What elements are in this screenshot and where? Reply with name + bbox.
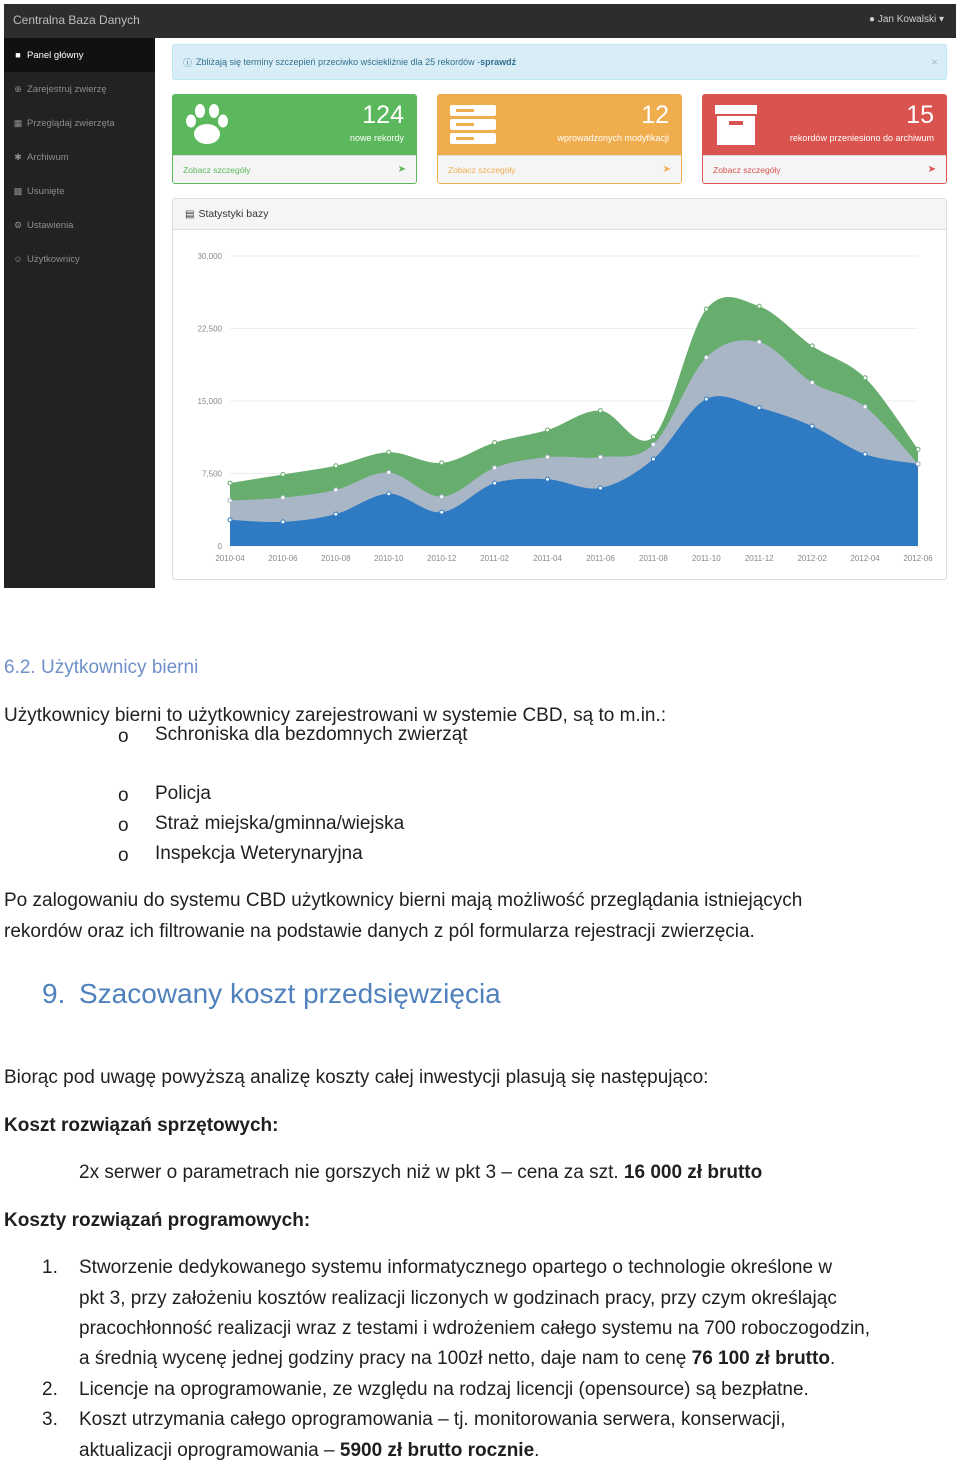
x-tick-label: 2012-04: [850, 554, 880, 563]
paragraph-line: rekordów oraz ich filtrowanie na podstawie danych z pól formularza rejestracji zwierzęcia.: [4, 921, 755, 942]
arrow-circle-right-icon: ➤: [927, 164, 936, 175]
x-tick-label: 2011-10: [691, 554, 721, 563]
user-menu[interactable]: [869, 14, 944, 25]
list-number: 3.: [42, 1409, 58, 1430]
x-tick-label: 2010-04: [215, 554, 245, 563]
list-item-line: Stworzenie dedykowanego systemu informatycznego opartego o technologie określone w: [79, 1257, 833, 1278]
archived-label: rekordów przeniesiono do archiwum: [789, 133, 934, 143]
data-point: [704, 307, 708, 311]
x-tick-label: 2011-02: [480, 554, 509, 563]
data-point: [493, 481, 497, 485]
data-point: [493, 441, 497, 445]
new-records-details-link[interactable]: [173, 155, 416, 184]
data-point: [863, 452, 867, 456]
data-point: [334, 464, 338, 468]
section-heading-6-2: 6.2. Użytkownicy bierni: [4, 657, 199, 678]
bar-chart-icon: ▤: [185, 208, 195, 220]
list-item-line: [79, 1348, 835, 1370]
list-item-line: Licencje na oprogramowanie, ze względu na rodzaj licencji (opensource) są bezpłatne.: [79, 1379, 809, 1400]
sidebar-item-browse[interactable]: [4, 106, 155, 140]
data-point: [334, 512, 338, 516]
x-tick-label: 2010-06: [268, 554, 298, 563]
list-item-line: Koszt utrzymania całego oprogramowania – tj. monitorowania serwera, konserwacji,: [79, 1409, 786, 1430]
list-item-text: aktualizacji oprogramowania –: [79, 1440, 340, 1461]
sidebar-item-settings[interactable]: [4, 208, 155, 242]
sidebar-item-register[interactable]: [4, 72, 155, 106]
data-point: [387, 450, 391, 454]
stats-title: Statystyki bazy: [198, 208, 269, 220]
list-number: 1.: [42, 1257, 58, 1278]
list-item-text: a średnią wycenę jednej godziny pracy na 100zł netto, daje nam to cenę: [79, 1348, 692, 1369]
bullet-mark: o: [118, 785, 129, 806]
new-records-label: nowe rekordy: [349, 133, 404, 143]
user-name: Jan Kowalski: [877, 14, 937, 25]
paragraph-intro: Użytkownicy bierni to użytkownicy zarejestrowani w systemie CBD, są to m.in.:: [4, 705, 667, 726]
modifications-label: wprowadzonych modyfikacji: [557, 133, 669, 143]
close-icon[interactable]: ×: [930, 55, 938, 69]
list-item: Schroniska dla bezdomnych zwierząt: [155, 724, 468, 745]
hardware-cost-price: 16 000 zł brutto: [623, 1162, 763, 1183]
modifications-panel: [437, 94, 682, 184]
section-number-9: 9.: [42, 978, 66, 1009]
brand-title[interactable]: Centralna Baza Danych: [13, 13, 140, 27]
data-point: [493, 466, 497, 470]
hardware-cost-text: 2x serwer o parametrach nie gorszych niż w pkt 3 – cena za szt.: [79, 1162, 624, 1183]
list-item: Inspekcja Weterynaryjna: [155, 843, 363, 864]
bullet-mark: o: [118, 815, 129, 836]
data-point: [228, 518, 232, 522]
list-item-line: pracochłonność realizacji wraz z testami i wdrożeniem całego systemu na 700 roboczogodzin,: [79, 1318, 870, 1339]
data-point: [916, 447, 920, 451]
new-records-count: 124: [362, 101, 404, 129]
alert-link[interactable]: sprawdź: [480, 57, 517, 67]
stats-panel: [172, 198, 947, 580]
details-link-label: Zobacz szczegóły: [713, 165, 781, 175]
data-point: [651, 435, 655, 439]
alert-text: Zbliżają się terminy szczepień przeciwko wściekliźnie dla 25 rekordów -: [196, 57, 481, 67]
archive-icon: [713, 103, 761, 147]
arrow-circle-right-icon: ➤: [662, 164, 671, 175]
list-item-text: .: [534, 1440, 540, 1461]
data-point: [863, 405, 867, 409]
data-point: [281, 520, 285, 524]
data-point: [440, 495, 444, 499]
x-tick-label: 2010-12: [427, 554, 457, 563]
data-point: [810, 424, 814, 428]
x-tick-label: 2011-06: [586, 554, 615, 563]
data-point: [281, 472, 285, 476]
modifications-details-link[interactable]: [438, 155, 681, 184]
sidebar-item-archive[interactable]: [4, 140, 155, 174]
sidebar-item-label: Usunięte: [27, 185, 65, 197]
data-point: [387, 471, 391, 475]
table-icon: ▦: [13, 117, 23, 128]
data-point: [546, 428, 550, 432]
data-point: [334, 488, 338, 492]
data-point: [704, 356, 708, 360]
list-number: 2.: [42, 1379, 58, 1400]
data-point: [757, 304, 761, 308]
y-tick-label: 22,500: [197, 324, 222, 334]
server-icon: [448, 103, 500, 147]
x-tick-label: 2011-04: [533, 554, 562, 563]
sidebar-item-label: Archiwum: [27, 151, 69, 163]
hardware-cost-line: [79, 1162, 762, 1184]
data-point: [916, 462, 920, 466]
app-screenshot: [4, 4, 956, 588]
data-point: [546, 455, 550, 459]
section-heading-9: Szacowany koszt przedsięwzięcia: [79, 978, 501, 1009]
data-point: [598, 486, 602, 490]
data-point: [757, 406, 761, 410]
bullet-mark: o: [118, 726, 129, 747]
y-tick-label: 15,000: [197, 397, 222, 406]
data-point: [440, 461, 444, 465]
x-tick-label: 2012-02: [797, 554, 827, 563]
new-records-panel: [172, 94, 417, 184]
info-icon: ⓘ: [183, 57, 193, 68]
y-tick-label: 30,000: [197, 252, 222, 261]
software-cost-title: Koszty rozwiązań programowych:: [4, 1210, 311, 1231]
data-point: [810, 381, 814, 385]
vaccination-alert: [172, 44, 947, 80]
top-navbar: [4, 4, 956, 38]
sidebar-item-label: Ustawienia: [27, 219, 74, 231]
paw-icon: [183, 103, 231, 147]
details-link-label: Zobacz szczegóły: [448, 165, 516, 175]
y-tick-label: 7,500: [201, 469, 222, 479]
paragraph-line: Po zalogowaniu do systemu CBD użytkownicy bierni mają możliwość przeglądania istniejących: [4, 890, 803, 911]
sidebar-item-label: Panel główny: [27, 49, 84, 61]
data-point: [757, 340, 761, 344]
details-link-label: Zobacz szczegóły: [183, 165, 251, 175]
data-point: [651, 443, 655, 447]
users-icon: ☺: [13, 254, 23, 264]
user-icon: ●: [869, 14, 876, 25]
hardware-cost-title: Koszt rozwiązań sprzętowych:: [4, 1115, 279, 1136]
x-tick-label: 2011-12: [744, 554, 774, 563]
pin-icon: ✱: [14, 151, 22, 162]
maintenance-price: 5900 zł brutto rocznie: [339, 1440, 535, 1461]
sidebar-item-users[interactable]: [4, 242, 155, 276]
plus-circle-icon: ⊕: [14, 83, 22, 94]
list-item-line: pkt 3, przy założeniu kosztów realizacji liczonych w godzinach pracy, przy czym określając: [79, 1288, 837, 1309]
sidebar-item-label: Zarejestruj zwierzę: [27, 83, 107, 95]
sidebar: [4, 38, 155, 588]
data-point: [598, 455, 602, 459]
archive-details-link[interactable]: [703, 155, 946, 184]
archive-panel: [702, 94, 947, 184]
data-point: [387, 492, 391, 496]
sidebar-item-label: Przeglądaj zwierzęta: [27, 117, 115, 129]
sidebar-item-dashboard[interactable]: [4, 38, 155, 72]
stats-area-chart: [173, 229, 946, 579]
data-point: [228, 499, 232, 503]
sidebar-item-deleted[interactable]: [4, 174, 155, 208]
sidebar-item-label: Użytkownicy: [27, 253, 80, 265]
caret-down-icon: ▾: [938, 14, 944, 25]
data-point: [440, 510, 444, 514]
trash-icon: ▩: [13, 185, 23, 196]
archived-count: 15: [906, 101, 934, 129]
arrow-circle-right-icon: ➤: [397, 164, 406, 175]
x-tick-label: 2012-06: [903, 554, 933, 563]
list-item-line: [79, 1440, 539, 1462]
data-point: [704, 397, 708, 401]
wrench-icon: ⚙: [13, 219, 23, 230]
software-price: 76 100 zł brutto: [691, 1348, 830, 1369]
paragraph-costs-intro: Biorąc pod uwagę powyższą analizę koszty całej inwestycji plasują się następująco:: [4, 1067, 709, 1088]
data-point: [228, 481, 232, 485]
list-item: Policja: [155, 783, 211, 804]
data-point: [651, 457, 655, 461]
modifications-count: 12: [641, 101, 669, 129]
data-point: [546, 477, 550, 481]
x-tick-label: 2011-08: [639, 554, 668, 563]
data-point: [281, 496, 285, 500]
data-point: [810, 344, 814, 348]
list-item-text: .: [829, 1348, 836, 1369]
y-tick-label: 0: [217, 542, 222, 551]
list-item: Straż miejska/gminna/wiejska: [155, 813, 405, 834]
dashboard-icon: ■: [15, 50, 21, 60]
x-tick-label: 2010-08: [321, 554, 351, 563]
data-point: [863, 376, 867, 380]
x-tick-label: 2010-10: [374, 554, 404, 563]
data-point: [598, 409, 602, 413]
bullet-mark: o: [118, 845, 129, 866]
